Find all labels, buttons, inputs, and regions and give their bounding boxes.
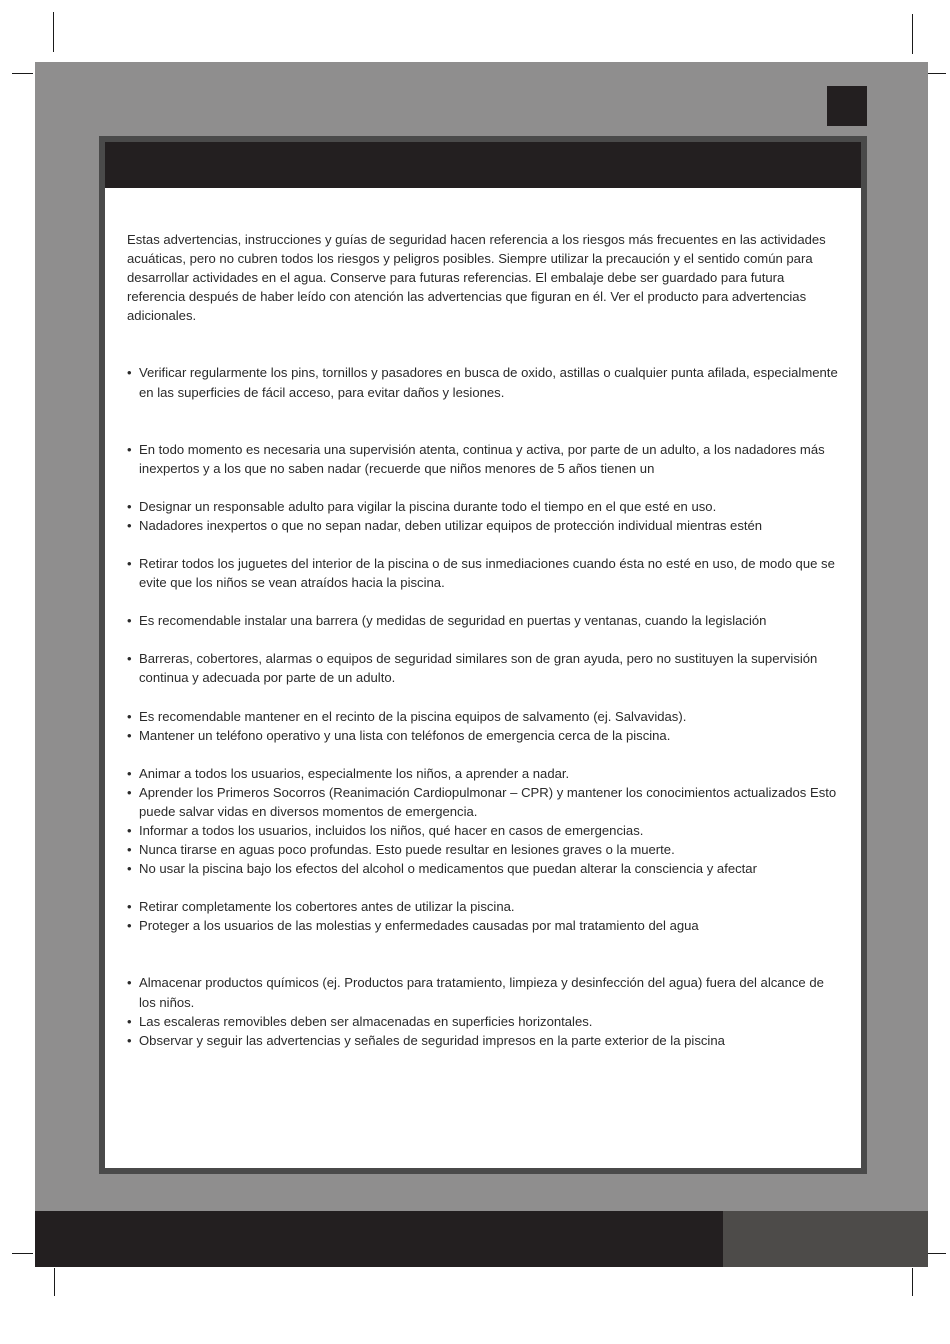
crop-mark: [12, 1253, 33, 1254]
intro-paragraph: Estas advertencias, instrucciones y guías de seguridad hacen referencia a los riesgos más frecuentes en las actividades acuáticas, pero no cubren todos los riesgos y peligros posibles. Siempre utilizar la precaución y el sentido común para desarrollar actividades en el agua. Conserve para futuras referencias. El embalaje debe ser guardado para futura referencia después de haber leído con atención las advertencias que figuran en él. Ver el producto para advertencias adicionales.: [127, 232, 826, 324]
content-panel: [105, 142, 861, 1168]
warning-group: [127, 764, 839, 879]
warning-item: • Informar a todos los usuarios, incluidos los niños, qué hacer en casos de emergencias.: [127, 821, 839, 840]
warning-group: [127, 440, 839, 478]
footer-bar: [35, 1211, 723, 1267]
warning-item: • Retirar completamente los cobertores antes de utilizar la piscina.: [127, 897, 839, 916]
warning-item: • Nadadores inexpertos o que no sepan nadar, deben utilizar equipos de protección individual mientras estén: [127, 516, 839, 535]
crop-mark: [54, 1268, 55, 1296]
warning-item: • Retirar todos los juguetes del interior de la piscina o de sus inmediaciones cuando ésta no esté en uso, de modo que se evite que los niños se vean atraídos hacia la piscina.: [127, 554, 839, 592]
warning-item: • Designar un responsable adulto para vigilar la piscina durante todo el tiempo en el que esté en uso.: [127, 497, 839, 516]
warning-item: • En todo momento es necesaria una supervisión atenta, continua y activa, por parte de un adulto, a los nadadores más inexpertos y a los que no saben nadar (recuerde que niños menores de 5 años tienen un: [127, 440, 839, 478]
warning-item: • Observar y seguir las advertencias y señales de seguridad impresos en la parte exterior de la piscina: [127, 1031, 839, 1050]
warning-group: [127, 363, 839, 401]
warning-item: • Barreras, cobertores, alarmas o equipos de seguridad similares son de gran ayuda, pero no sustituyen la supervisión continua y adecuada por parte de un adulto.: [127, 649, 839, 687]
warning-item: • Mantener un teléfono operativo y una lista con teléfonos de emergencia cerca de la piscina.: [127, 726, 839, 745]
warning-item: • Aprender los Primeros Socorros (Reanimación Cardiopulmonar – CPR) y mantener los conocimientos actualizados Esto puede salvar vidas en diversos momentos de emergencia.: [127, 783, 839, 821]
warning-group: [127, 897, 839, 935]
warning-group: [127, 611, 839, 630]
crop-mark: [53, 12, 54, 52]
panel-header-bar: [105, 142, 861, 188]
warning-group: [127, 649, 839, 687]
warning-item: • Verificar regularmente los pins, tornillos y pasadores en busca de oxido, astillas o cualquier punta afilada, especialmente en las superficies de fácil acceso, para evitar daños y lesiones.: [127, 363, 839, 401]
crop-mark: [912, 14, 913, 54]
warning-item: • Es recomendable mantener en el recinto de la piscina equipos de salvamento (ej. Salvavidas).: [127, 707, 839, 726]
warning-item: • Proteger a los usuarios de las molestias y enfermedades causadas por mal tratamiento del agua: [127, 916, 839, 935]
warning-group: [127, 973, 839, 1049]
warning-group: [127, 554, 839, 592]
warning-item: • Animar a todos los usuarios, especialmente los niños, a aprender a nadar.: [127, 764, 839, 783]
warning-item: • Es recomendable instalar una barrera (y medidas de seguridad en puertas y ventanas, cuando la legislación: [127, 611, 839, 630]
footer-side-block: [723, 1211, 928, 1267]
warning-groups: [127, 363, 839, 1049]
warning-item: • No usar la piscina bajo los efectos del alcohol o medicamentos que puedan alterar la consciencia y afectar: [127, 859, 839, 878]
warning-item: • Almacenar productos químicos (ej. Productos para tratamiento, limpieza y desinfección del agua) fuera del alcance de los niños.: [127, 973, 839, 1011]
warning-item: • Las escaleras removibles deben ser almacenadas en superficies horizontales.: [127, 1012, 839, 1031]
warning-group: [127, 497, 839, 535]
crop-mark: [12, 73, 33, 74]
document-content: [127, 230, 839, 1050]
warning-item: • Nunca tirarse en aguas poco profundas. Esto puede resultar en lesiones graves o la muerte.: [127, 840, 839, 859]
corner-square: [827, 86, 867, 126]
crop-mark: [912, 1268, 913, 1296]
warning-group: [127, 707, 839, 745]
